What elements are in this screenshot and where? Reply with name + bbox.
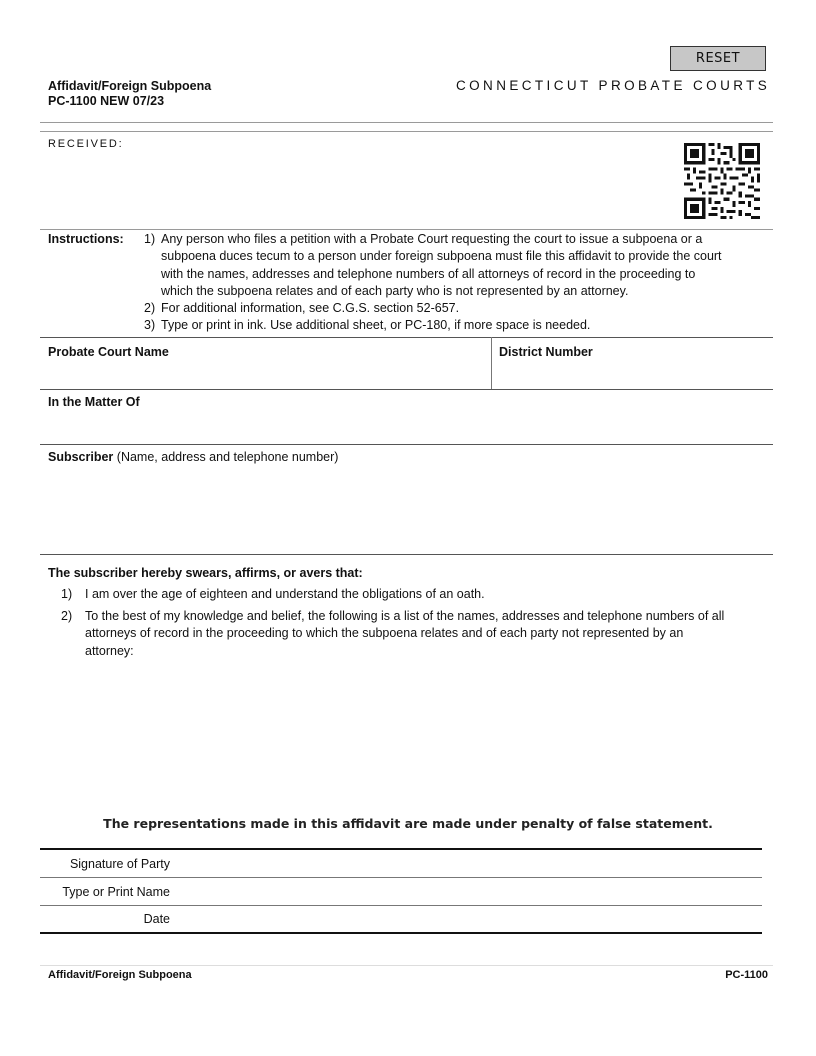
subscriber-field[interactable]: [42, 468, 771, 552]
divider: [40, 337, 773, 338]
subscriber-label-text: Subscriber: [48, 450, 114, 464]
instruction-text: For additional information, see C.G.S. section 52-657.: [161, 301, 460, 315]
date-field[interactable]: [178, 907, 762, 932]
divider: [40, 122, 773, 123]
oath-text: To the best of my knowledge and belief, the following is a list of the names, addresses and telephone numbers of all: [85, 609, 725, 623]
print-name-field[interactable]: [178, 879, 762, 905]
divider: [40, 932, 762, 934]
instruction-number: 2): [144, 301, 156, 315]
oath-text: I am over the age of eighteen and understand the obligations of an oath.: [85, 587, 485, 601]
oath-text: attorney:: [85, 643, 134, 658]
probate-court-name-field[interactable]: [42, 362, 487, 388]
divider: [40, 229, 773, 230]
qr-code-icon: [684, 143, 760, 219]
divider: [40, 389, 773, 390]
divider: [40, 905, 762, 906]
penalty-statement: The representations made in this affidavit are made under penalty of false statement.: [103, 816, 713, 831]
form-title: Affidavit/Foreign Subpoena: [48, 79, 212, 93]
divider: [40, 554, 773, 555]
instructions-label: Instructions:: [48, 232, 124, 246]
form-number: PC-1100 NEW 07/23: [48, 94, 165, 108]
instruction-number: 3): [144, 318, 156, 332]
signature-label: Signature of Party: [69, 857, 170, 871]
instruction-item: [144, 231, 722, 301]
instruction-text: which the subpoena relates and of each party who is not represented by an attorney.: [161, 284, 629, 299]
divider: [40, 877, 762, 878]
oath-heading: The subscriber hereby swears, affirms, or avers that:: [48, 566, 363, 580]
district-number-label: District Number: [499, 345, 593, 359]
matter-of-label: In the Matter Of: [48, 395, 140, 409]
received-area: [40, 152, 670, 224]
reset-button[interactable]: RESET: [670, 46, 766, 71]
instruction-text: Any person who files a petition with a Probate Court requesting the court to issue a subpoena or a: [161, 232, 703, 246]
court-name: CONNECTICUT PROBATE COURTS: [456, 78, 771, 93]
divider: [40, 444, 773, 445]
form-title-block: [48, 79, 211, 109]
matter-of-field[interactable]: [42, 412, 771, 442]
probate-court-name-label: Probate Court Name: [48, 345, 169, 359]
subscriber-label: [48, 450, 338, 464]
date-label: Date: [143, 912, 170, 926]
divider: [491, 337, 492, 389]
divider: [40, 848, 762, 850]
oath-text: attorneys of record in the proceeding to which the subpoena relates and of each party not represented by an: [85, 626, 684, 641]
oath-item: [61, 608, 724, 660]
instruction-text: subpoena duces tecum to a person under foreign subpoena must file this affidavit to provide the court: [161, 249, 722, 264]
oath-number: 2): [61, 609, 73, 623]
attorneys-list-field[interactable]: [84, 664, 771, 804]
instruction-item: [144, 300, 459, 317]
signature-field[interactable]: [178, 851, 762, 877]
instruction-number: 1): [144, 232, 156, 246]
footer-form-title: Affidavit/Foreign Subpoena: [48, 969, 192, 981]
instruction-item: [144, 317, 590, 334]
divider: [40, 965, 773, 966]
district-number-field[interactable]: [495, 362, 771, 388]
print-name-label: Type or Print Name: [62, 885, 170, 899]
received-label: RECEIVED:: [48, 138, 124, 150]
instruction-text: with the names, addresses and telephone numbers of all attorneys of record in the proceeding to: [161, 266, 696, 281]
oath-number: 1): [61, 587, 73, 601]
subscriber-hint: (Name, address and telephone number): [113, 450, 339, 464]
footer-form-number: PC-1100: [725, 969, 768, 981]
instruction-text: Type or print in ink. Use additional sheet, or PC-180, if more space is needed.: [161, 318, 591, 332]
oath-item: [61, 586, 485, 603]
divider: [40, 131, 773, 132]
